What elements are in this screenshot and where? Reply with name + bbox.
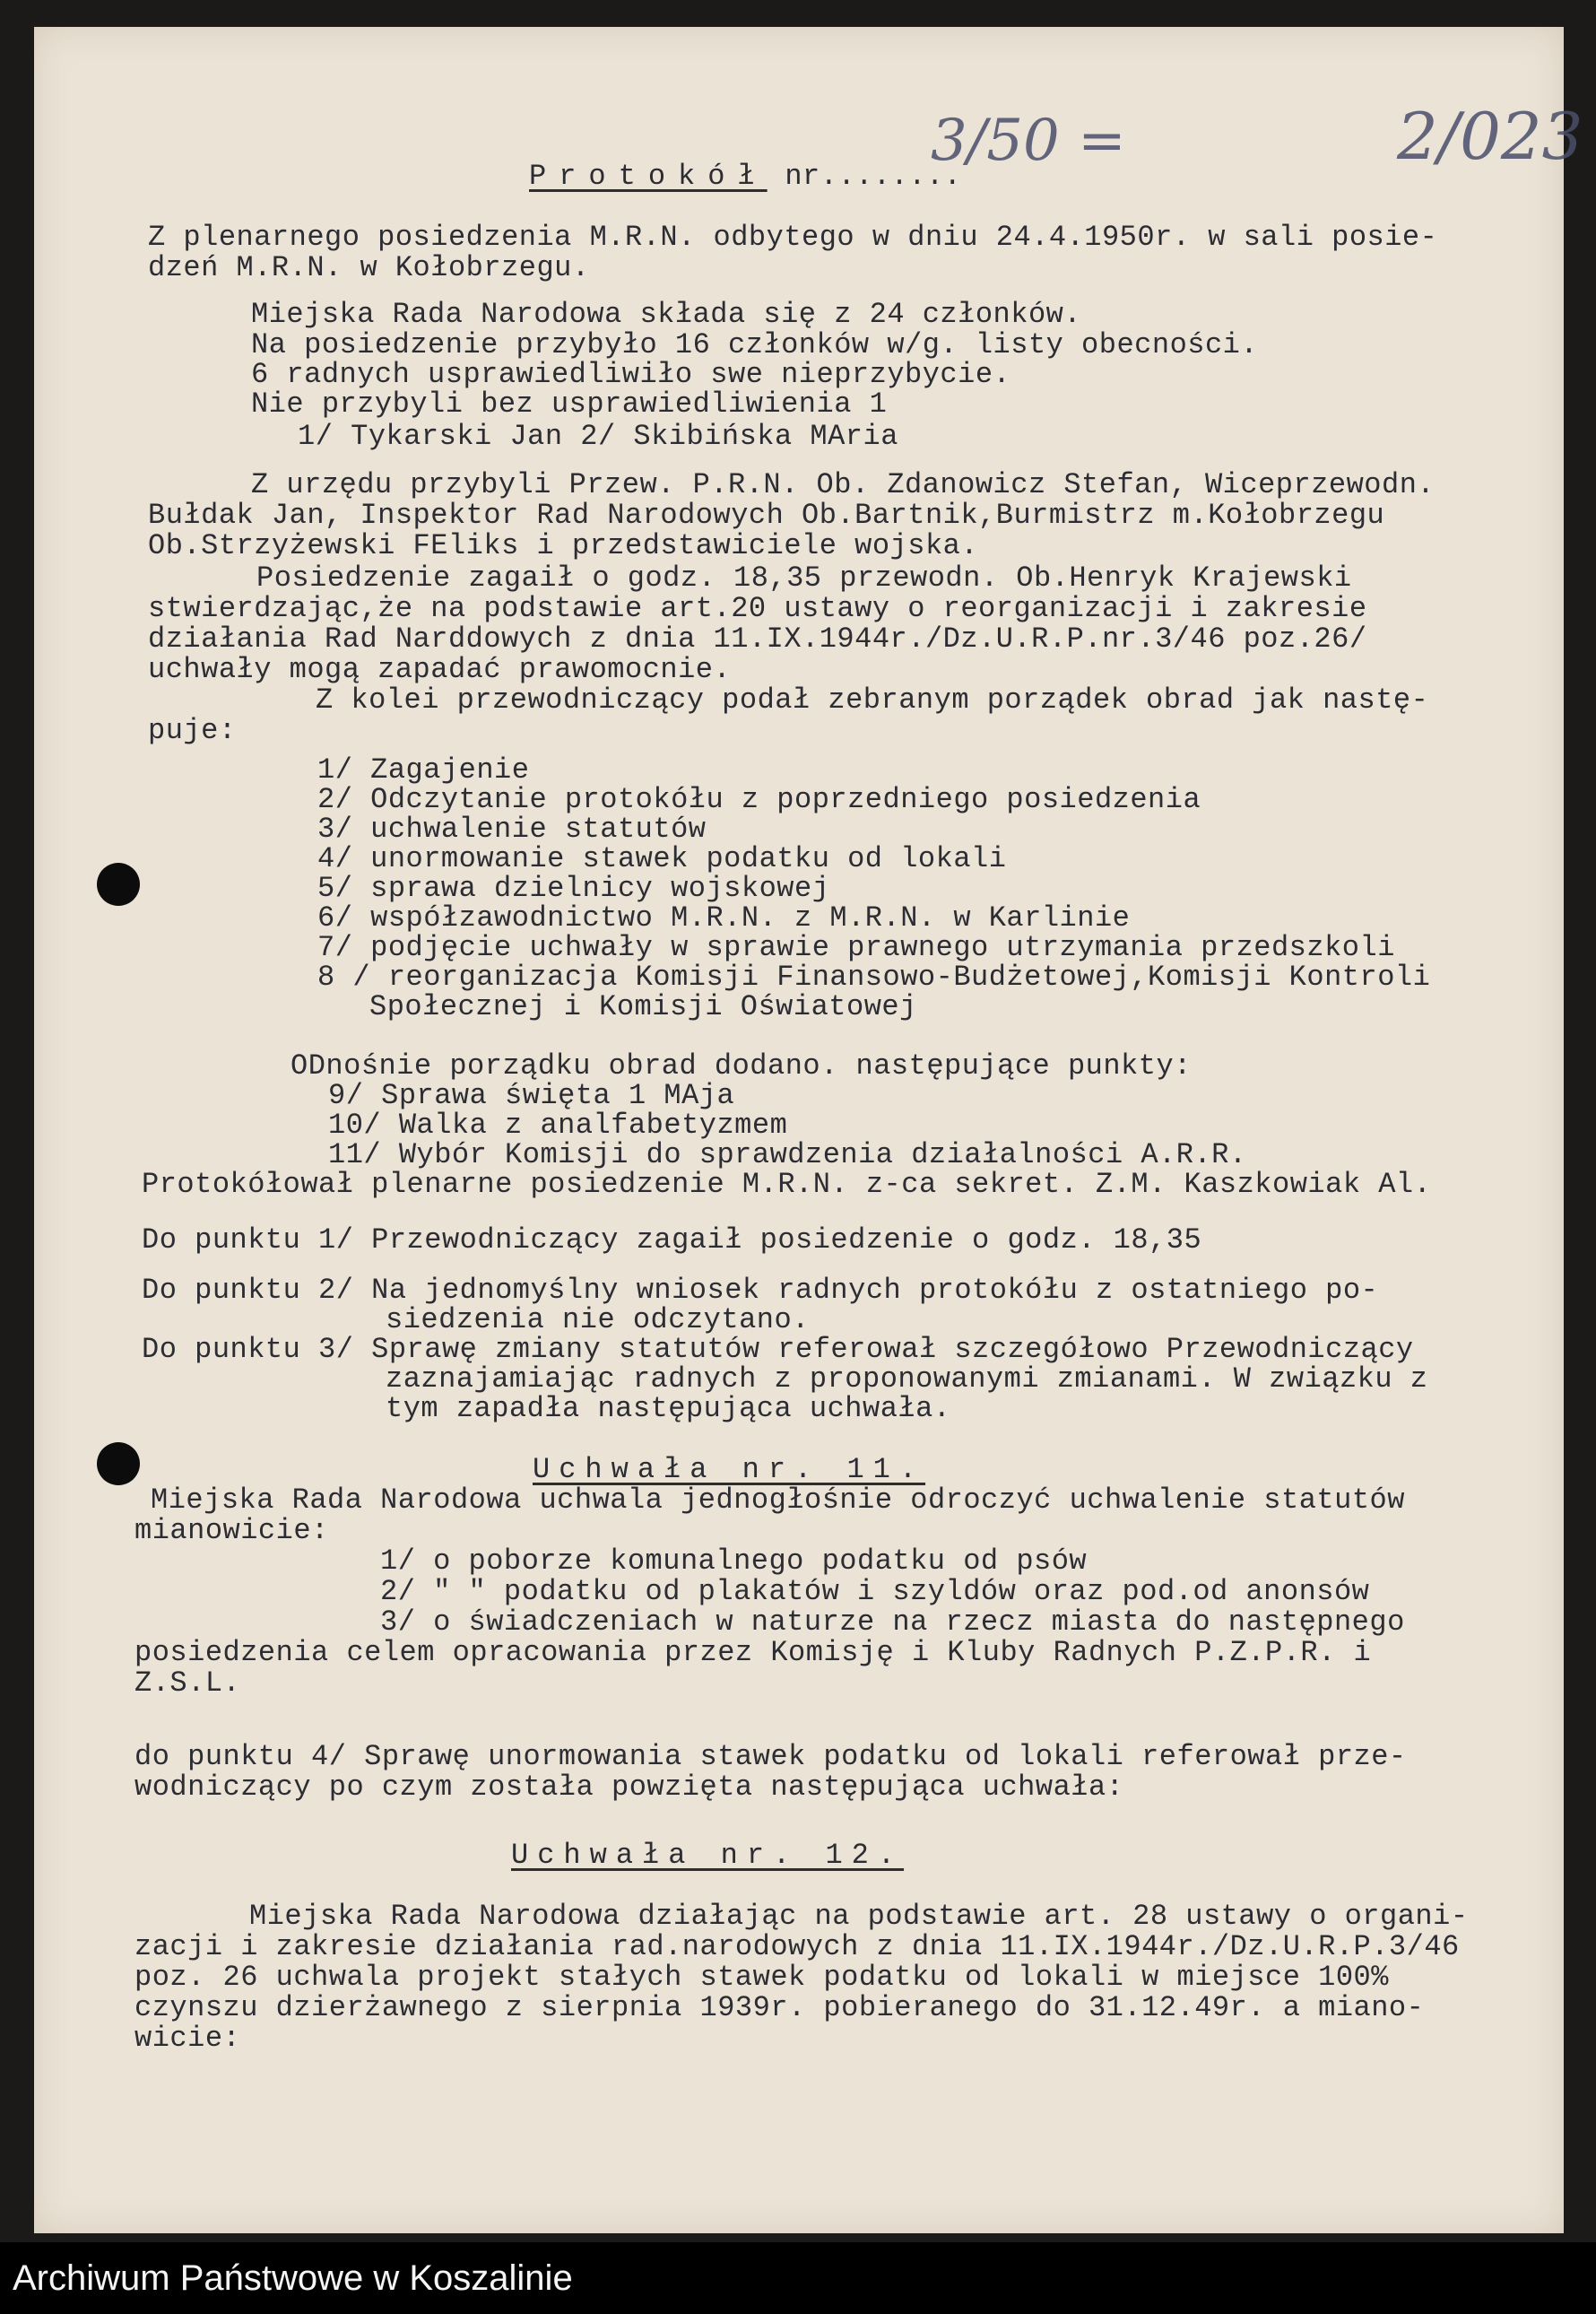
agenda-item: 11/ Wybór Komisji do sprawdzenia działalności A.R.R. <box>328 1138 1247 1171</box>
text-line: Bułdak Jan, Inspektor Rad Narodowych Ob.Bartnik,Burmistrz m.Kołobrzegu <box>148 499 1385 532</box>
text-line: uchwały mogą zapadać prawomocnie. <box>148 653 732 686</box>
text-line: posiedzenia celem opracowania przez Komisję i Kluby Radnych P.Z.P.R. i <box>134 1636 1372 1669</box>
agenda-item: 10/ Walka z analfabetyzmem <box>328 1109 788 1142</box>
text-line: Miejska Rada Narodowa uchwala jednogłośnie odroczyć uchwalenie statutów <box>151 1483 1405 1517</box>
agenda-item: 4/ unormowanie stawek podatku od lokali <box>317 842 1007 875</box>
text-line: Protokółował plenarne posiedzenie M.R.N. z-ca sekret. Z.M. Kaszkowiak Al. <box>142 1168 1432 1201</box>
agenda-item: 7/ podjęcie uchwały w sprawie prawnego utrzymania przedszkoli <box>317 931 1395 964</box>
document-page <box>34 27 1583 2233</box>
text-line: Z.S.L. <box>134 1666 241 1700</box>
handwritten-number: 3/50 = <box>931 108 1126 174</box>
text-line: stwierdzając,że na podstawie art.20 ustawy o reorganizacji i zakresie <box>148 592 1367 625</box>
protocol-title: Protokół nr........ <box>529 160 962 193</box>
text-line: Do punktu 3/ Sprawę zmiany statutów referował szczegółowo Przewodniczący <box>142 1333 1414 1366</box>
text-line: Na posiedzenie przybyło 16 członków w/g. listy obecności. <box>251 328 1259 361</box>
text-line: mianowicie: <box>134 1514 329 1547</box>
text-line: puje: <box>148 714 237 747</box>
text-line: Ob.Strzyżewski FEliks i przedstawiciele wojska. <box>148 529 979 562</box>
text-line: Miejska Rada Narodowa działając na podstawie art. 28 ustawy o organi- <box>249 1900 1469 1933</box>
text-line: Do punktu 1/ Przewodniczący zagaił posiedzenie o godz. 18,35 <box>142 1223 1202 1257</box>
agenda-item: 5/ sprawa dzielnicy wojskowej <box>317 872 830 905</box>
text-line: 2/ " " podatku od plakatów i szyldów oraz pod.od anonsów <box>380 1575 1370 1608</box>
agenda-item: Społecznej i Komisji Oświatowej <box>369 990 917 1023</box>
resolution-11-heading: Uchwała nr. 11. <box>533 1453 926 1486</box>
agenda-item: 8 / reorganizacja Komisji Finansowo-Budżetowej,Komisji Kontroli <box>317 961 1431 994</box>
text-line: poz. 26 uchwala projekt stałych stawek podatku od lokali w miejsce 100% <box>134 1961 1389 1994</box>
handwritten-corner-note: 2/023 <box>1397 99 1583 174</box>
agenda-item: 9/ Sprawa święta 1 MAja <box>328 1079 735 1112</box>
text-line: ODnośnie porządku obrad dodano. następujące punkty: <box>291 1049 1192 1083</box>
text-line: zaznajamiając radnych z proponowanymi zmianami. W związku z <box>386 1362 1428 1396</box>
text-line: wicie: <box>134 2022 241 2055</box>
agenda-item: 1/ Zagajenie <box>317 753 530 787</box>
text-line: czynszu dzierżawnego z sierpnia 1939r. pobieranego do 31.12.49r. a miano- <box>134 1991 1425 2024</box>
text-line: wodniczący po czym została powzięta następująca uchwała: <box>134 1770 1124 1804</box>
text-line: zacji i zakresie działania rad.narodowych z dnia 11.IX.1944r./Dz.U.R.P.3/46 <box>134 1930 1460 1963</box>
typed-text <box>34 27 1564 2233</box>
agenda-item: 2/ Odczytanie protokółu z poprzedniego posiedzenia <box>317 783 1201 816</box>
text-line: 6 radnych usprawiedliwiło swe nieprzybycie. <box>251 358 1011 391</box>
text-line: Miejska Rada Narodowa składa się z 24 członków. <box>251 298 1082 331</box>
text-line: Z plenarnego posiedzenia M.R.N. odbytego w dniu 24.4.1950r. w sali posie- <box>148 221 1438 254</box>
text-line: Z kolei przewodniczący podał zebranym porządek obrad jak nastę- <box>316 683 1429 717</box>
protocol-number: nr........ <box>785 160 962 193</box>
agenda-item: 3/ uchwalenie statutów <box>317 813 707 846</box>
text-line: Nie przybyli bez usprawiedliwienia 1 <box>251 387 888 421</box>
text-line: 3/ o świadczeniach w naturze na rzecz miasta do następnego <box>380 1605 1405 1639</box>
text-line: 1/ o poborze komunalnego podatku od psów <box>380 1544 1088 1578</box>
text-line: Do punktu 2/ Na jednomyślny wniosek radnych protokółu z ostatniego po- <box>142 1274 1379 1307</box>
text-line: 1/ Tykarski Jan 2/ Skibińska MAria <box>298 420 898 453</box>
text-line: tym zapadła następująca uchwała. <box>386 1392 951 1425</box>
text-line: dzeń M.R.N. w Kołobrzegu. <box>148 251 590 284</box>
resolution-12-heading: Uchwała nr. 12. <box>511 1839 905 1872</box>
archive-name: Archiwum Państwowe w Koszalinie <box>13 2258 573 2298</box>
text-line: Posiedzenie zagaił o godz. 18,35 przewodn. Ob.Henryk Krajewski <box>256 561 1352 595</box>
text-line: Z urzędu przybyli Przew. P.R.N. Ob. Zdanowicz Stefan, Wiceprzewodn. <box>251 468 1436 501</box>
text-line: działania Rad Narddowych z dnia 11.IX.1944r./Dz.U.R.P.nr.3/46 poz.26/ <box>148 622 1367 656</box>
archive-footer <box>0 2242 1596 2314</box>
agenda-item: 6/ współzawodnictwo M.R.N. z M.R.N. w Karlinie <box>317 901 1131 935</box>
text-line: do punktu 4/ Sprawę unormowania stawek podatku od lokali referował prze- <box>134 1740 1407 1773</box>
text-line: siedzenia nie odczytano. <box>386 1303 810 1336</box>
